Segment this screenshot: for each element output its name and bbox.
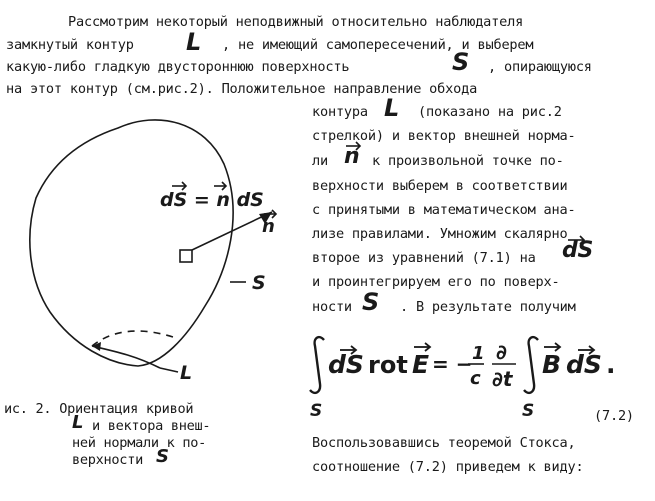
column-line-3a: ли (312, 153, 328, 169)
formula-B: B (542, 350, 562, 379)
formula-period: . (606, 350, 616, 379)
formula-partial: ∂ (496, 340, 507, 364)
column-line-9a: ности (312, 299, 352, 315)
column-line-3b: к произвольной точке по- (372, 153, 564, 169)
caption-line-3: ней нормали к по- (72, 435, 207, 451)
paragraph-line-1: Рассмотрим некоторый неподвижный относительно наблюдателя (68, 14, 524, 30)
column-line-5: с принятыми в математическом ана- (312, 202, 576, 218)
column-line-7a: второе из уравнений (7.1) на (312, 250, 536, 266)
column-line-1a: контура (312, 104, 368, 120)
column-line-6: лизе правилами. Умножим скалярно (312, 226, 568, 242)
symbol-L-column: L (384, 94, 400, 122)
figure-label-S: S (252, 272, 266, 294)
column-line-9b: . В результате получим (400, 299, 576, 315)
formula-equals-minus: = − (432, 352, 473, 376)
caption-symbol-L: L (72, 412, 84, 433)
after-line-2: соотношение (7.2) приведем к виду: (312, 459, 584, 475)
symbol-n-vector: n (344, 144, 360, 169)
column-line-8: и проинтегрируем его по поверх- (312, 274, 560, 290)
paragraph-line-3a: какую-либо гладкую двустороннюю поверхность (6, 59, 350, 75)
formula-sub-S-right: S (522, 401, 535, 418)
figure-label-n: n (262, 216, 275, 237)
paragraph-line-4: на этот контур (см.рис.2). Положительное направление обхода (6, 81, 478, 97)
paragraph-line-2a: замкнутый контур (6, 37, 134, 53)
formula-sub-S-left: S (310, 401, 323, 418)
caption-symbol-S: S (156, 446, 169, 467)
symbol-S-surface: S (452, 48, 470, 76)
caption-line-2: и вектора внеш- (92, 418, 211, 434)
symbol-dS-vector: dS (562, 238, 594, 263)
paragraph-line-3b: , опирающуюся (488, 59, 592, 75)
figure-label-L: L (180, 362, 193, 384)
paragraph-line-2b: , не имеющий самопересечений, и выберем (222, 37, 534, 53)
figure-label-ds: dS = n dS (160, 189, 264, 211)
after-line-1: Воспользовавшись теоремой Стокса, (312, 435, 576, 451)
formula-dS-right: dS (566, 350, 602, 379)
column-line-2: стрелкой) и вектор внешней норма- (312, 128, 576, 144)
formula-rot: rot (368, 351, 408, 379)
formula-c: c (470, 368, 481, 389)
formula-dS-left: dS (328, 350, 364, 379)
equation-number: (7.2) (594, 408, 634, 424)
column-line-4: верхности выберем в соответствии (312, 178, 568, 194)
formula-partial-t: ∂t (492, 367, 513, 391)
symbol-S-column: S (362, 288, 380, 316)
caption-line-4: верхности (72, 452, 143, 468)
formula-E: E (412, 350, 430, 379)
formula-one: 1 (472, 343, 485, 364)
column-line-1b: (показано на рис.2 (418, 104, 562, 120)
caption-line-1: ис. 2. Ориентация кривой (4, 401, 194, 417)
symbol-L-contour: L (186, 28, 202, 56)
